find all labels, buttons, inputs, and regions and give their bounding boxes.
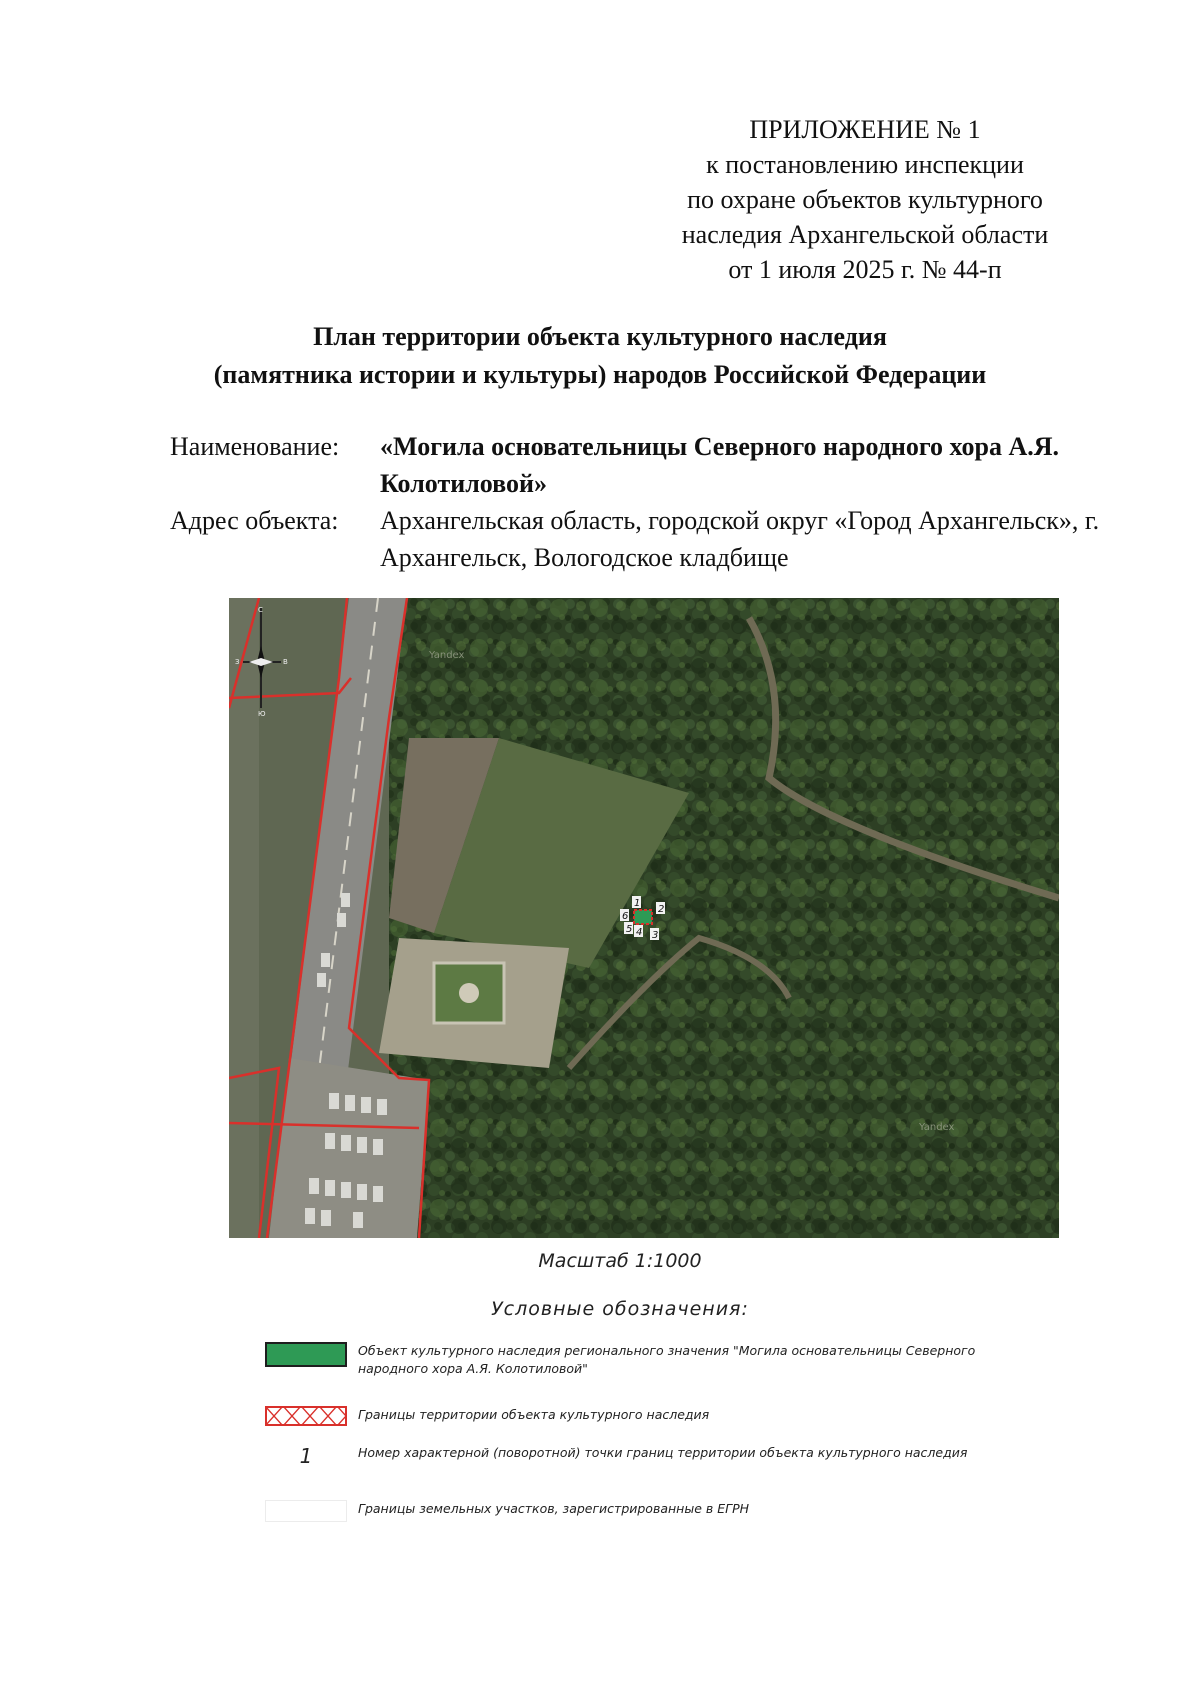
appendix-date: от 1 июля 2025 г. № 44-п — [728, 255, 1002, 284]
title-line-1: План территории объекта культурного наследия — [313, 322, 887, 351]
map-scale: Масштаб 1:1000 — [538, 1250, 702, 1272]
appendix-title: ПРИЛОЖЕНИЕ № 1 — [749, 115, 981, 144]
map-canvas — [229, 598, 1059, 1238]
legend-text: Номер характерной (поворотной) точки границ территории объекта культурного наследия — [358, 1445, 968, 1460]
green-fill-rectangle-icon — [265, 1342, 347, 1367]
legend-text: Объект культурного наследия регионального значения "Могила основательницы Северного народного хора А.Я. Колотиловой" — [358, 1343, 976, 1376]
map-watermark: Yandex — [919, 1122, 955, 1133]
document-title — [100, 318, 1100, 394]
red-hatched-rectangle-icon — [265, 1406, 347, 1426]
point-3: 3 — [652, 930, 659, 941]
compass-west: З — [235, 658, 240, 666]
object-name-value: «Могила основательницы Северного народного хора А.Я. Колотиловой» — [380, 432, 1060, 498]
object-address-label: Адрес объекта: — [170, 506, 339, 535]
point-2: 2 — [658, 904, 665, 915]
compass-north: С — [258, 606, 263, 614]
legend-text: Границы земельных участков, зарегистрированные в ЕГРН — [358, 1501, 750, 1516]
object-address-value: Архангельская область, городской округ «Город Архангельск», г. Архангельск, Вологодское кладбище — [380, 506, 1100, 572]
point-5: 5 — [626, 924, 633, 935]
point-4: 4 — [636, 927, 643, 938]
appendix-header — [640, 112, 1090, 287]
compass-east: В — [283, 658, 288, 666]
point-6: 6 — [622, 911, 629, 922]
compass-south: Ю — [258, 710, 266, 718]
legend-title: Условные обозначения: — [491, 1298, 749, 1320]
appendix-line: наследия Архангельской области — [681, 220, 1049, 249]
title-line-2: (памятника истории и культуры) народов Российской Федерации — [213, 360, 987, 389]
appendix-line: по охране объектов культурного — [687, 185, 1043, 214]
appendix-line: к постановлению инспекции — [706, 150, 1024, 179]
legend-text: Границы территории объекта культурного наследия — [358, 1407, 710, 1422]
heritage-site — [634, 910, 652, 924]
point-number-marker-icon: 1 — [299, 1444, 313, 1468]
monument — [459, 983, 479, 1003]
satellite-map — [229, 598, 1059, 1238]
object-name-label: Наименование: — [170, 432, 340, 461]
white-outline-rectangle-icon — [265, 1500, 347, 1522]
map-watermark: Yandex — [429, 650, 465, 661]
point-1: 1 — [634, 898, 641, 909]
